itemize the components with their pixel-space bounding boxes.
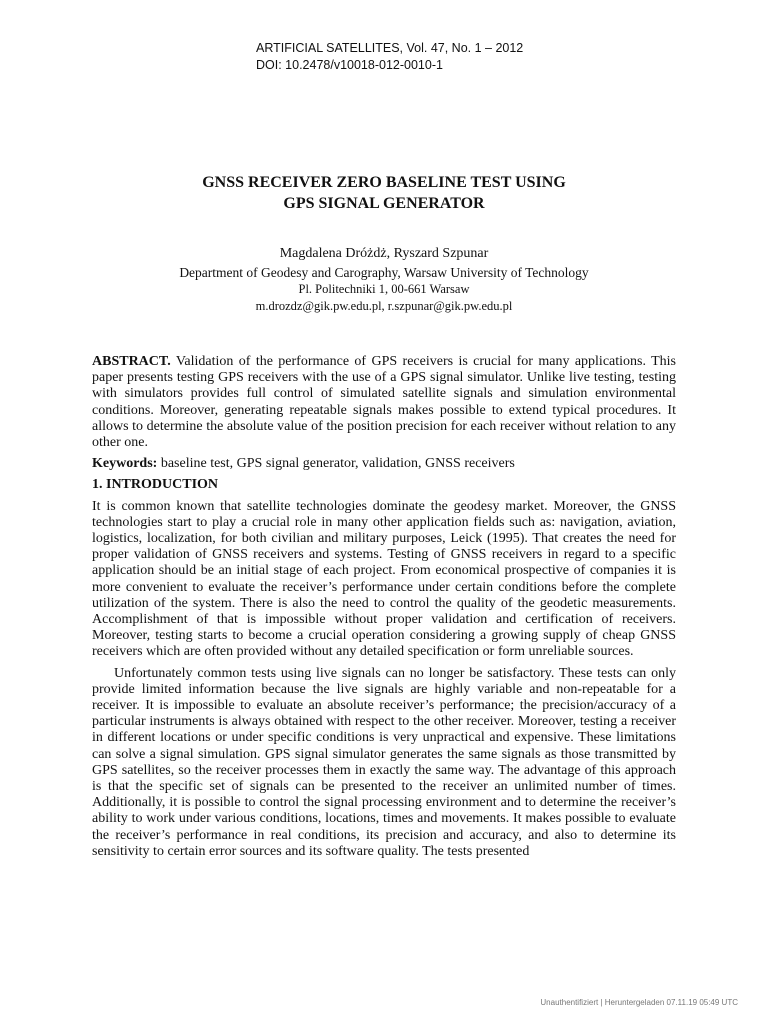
author-names: Magdalena Dróżdż, Ryszard Szpunar [279,246,489,261]
keywords-label: Keywords: [92,456,158,472]
author-address: Pl. Politechniki 1, 00-661 Warsaw [298,282,470,296]
abstract [92,354,676,451]
journal-header [256,40,523,74]
introduction-paragraph-1: It is common known that satellite technologies dominate the geodesy market. Moreover, the GNSS technologies start to play a crucial role in many other application fields such as: navigation, aviation, logistics, localization, for both civilian and military purposes, Leick (1995). That creates the need for proper validation of GNSS receivers and systems. Testing of GNSS receivers in regard to a specific application should be an initial stage of each project. From economical prospective of companies it is more convenient to evaluate the receiver’s performance under certain conditions before the complete utilization of the system. There is also the need to control the quality of the geodetic measurements. Accomplishment of that is impossible without proper validation and certification of receivers. Moreover, testing starts to become a crucial operation considering a growing supply of cheap GNSS receivers which are often provided without any detailed specification or form unreliable sources. [92,498,676,660]
section-heading-introduction: 1. INTRODUCTION [92,477,219,493]
title-line-2: GPS SIGNAL GENERATOR [283,195,485,212]
paper-title [0,172,768,214]
author-affiliation: Department of Geodesy and Carography, Warsaw University of Technology [179,264,589,280]
journal-doi: DOI: 10.2478/v10018-012-0010-1 [256,58,443,72]
abstract-text: Validation of the performance of GPS receivers is crucial for many applications. This paper presents testing GPS receivers with the use of a GPS signal simulator. Unlike live testing, testing with simulators provides full control of simulated satellite signals and simulation environmental conditions. Moreover, generating repeatable signals makes possible to extend typical procedures. It allows to determine the absolute value of the position precision for each receiver without relation to any other one. [92,354,676,451]
keywords [92,456,676,472]
author-emails: m.drozdz@gik.pw.edu.pl, r.szpunar@gik.pw.edu.pl [255,298,513,313]
paper-body [92,354,676,860]
download-footer: Unauthentifiziert | Heruntergeladen 07.11.19 05:49 UTC [540,998,738,1007]
journal-citation: ARTIFICIAL SATELLITES, Vol. 47, No. 1 – 2012 [256,41,524,55]
keywords-text: baseline test, GPS signal generator, validation, GNSS receivers [160,456,515,472]
abstract-label: ABSTRACT. [92,354,171,369]
introduction-paragraph-2: Unfortunately common tests using live signals can no longer be satisfactory. These tests can only provide limited information because the live signals are highly variable and non-repeatable for a receiver. It is impossible to evaluate an absolute receiver’s performance; the precision/accuracy of a particular instruments is always obtained with respect to the other receiver. Moreover, testing a receiver in different locations or under specific conditions is very unpractical and expensive. These limitations can solve a signal simulation. GPS signal simulator generates the same signals as those transmitted by GPS satellites, so the receiver processes them in exactly the same way. The advantage of this approach is that the specific set of signals can be presented to the receiver an unlimited number of times. Additionally, it is possible to control the signal processing environment and to determine the receiver’s ability to work under various conditions, locations, times and movements. It makes possible to evaluate the receiver’s performance in real conditions, its precision and accuracy, and also to determine its sensitivity to certain error sources and its software quality. The tests presented [92,665,676,859]
author-block [0,246,768,314]
title-line-1: GNSS RECEIVER ZERO BASELINE TEST USING [202,174,566,191]
